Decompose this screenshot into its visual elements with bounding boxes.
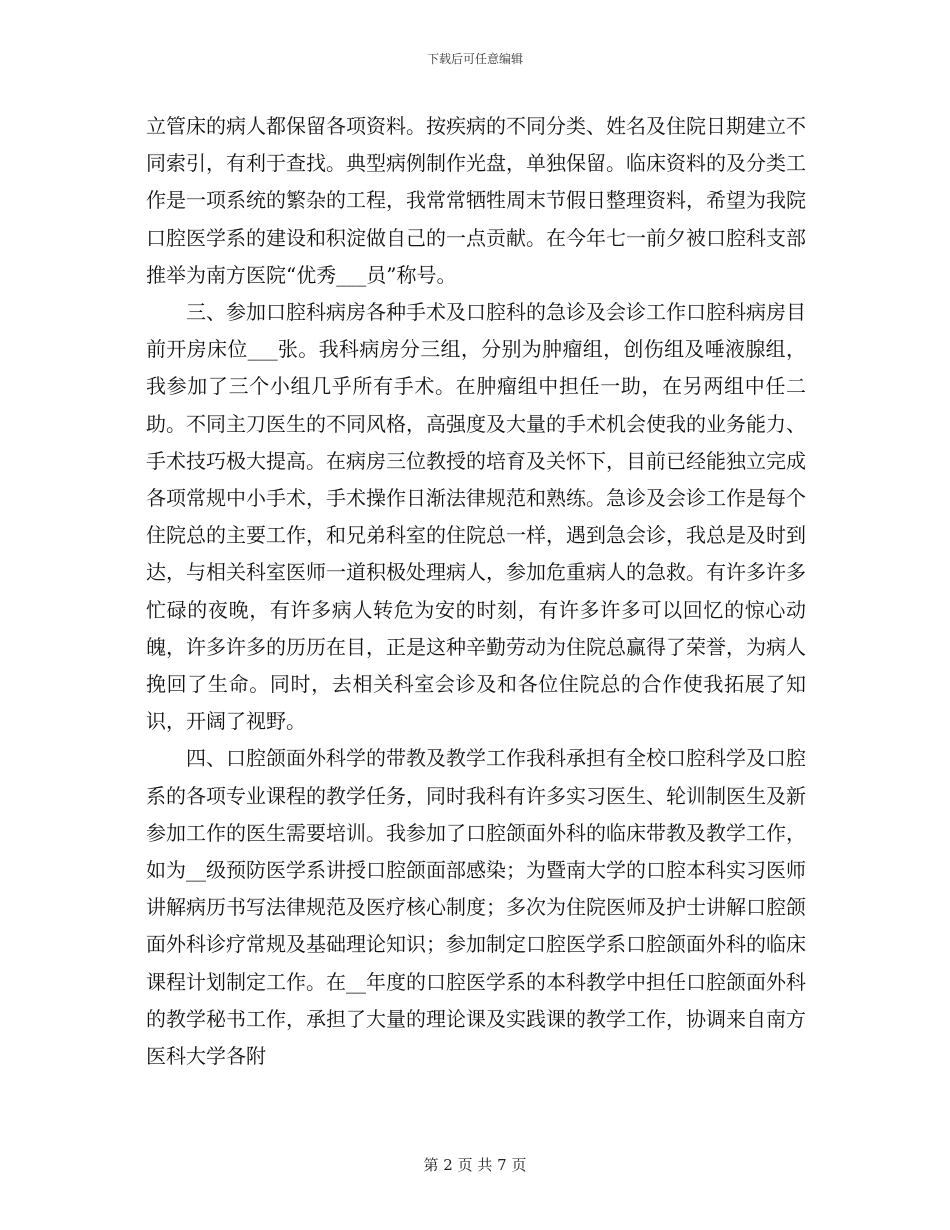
- paragraph-continued-records: 立管床的病人都保留各项资料。按疾病的不同分类、姓名及住院日期建立不同索引，有利于查找。典型病例制作光盘，单独保留。临床资料的及分类工作是一项系统的繁杂的工程，我常常牺牲周末节假日整理资料，希望为我院口腔医学系的建设和积淀做自己的一点贡献。在今年七一前夕被口腔科支部推举为南方医院“优秀___员”称号。: [146, 114, 806, 287]
- paragraph-teaching-work: 四、口腔颌面外科学的带教及教学工作我科承担有全校口腔科学及口腔系的各项专业课程的教学任务，同时我科有许多实习医生、轮训制医生及新参加工作的医生需要培训。我参加了口腔颌面外科的临床带教及教学工作，如为__级预防医学系讲授口腔颌面部感染；为暨南大学的口腔本科实习医师讲解病历书写法律规范及医疗核心制度；多次为住院医师及护士讲解口腔颌面外科诊疗常规及基础理论知识；参加制定口腔医学系口腔颌面外科的临床课程计划制定工作。在__年度的口腔医学系的本科教学中担任口腔颌面外科的教学秘书工作，承担了大量的理论课及实践课的教学工作，协调来自南方医科大学各附: [146, 746, 806, 1069]
- page-header-note: 下载后可任意编辑: [426, 52, 523, 66]
- document-body: [146, 108, 806, 1075]
- page-footer-number: 第 2 页 共 7 页: [423, 1156, 527, 1174]
- paragraph-surgery-emergency: 三、参加口腔科病房各种手术及口腔科的急诊及会诊工作口腔科病房目前开房床位___张。我科病房分三组，分别为肿瘤组，创伤组及唾液腺组，我参加了三个小组几乎所有手术。在肿瘤组中担任一助，在另两组中任二助。不同主刀医生的不同风格，高强度及大量的手术机会使我的业务能力、手术技巧极大提高。在病房三位教授的培育及关怀下，目前已经能独立完成各项常规中小手术，手术操作日渐法律规范和熟练。急诊及会诊工作是每个住院总的主要工作，和兄弟科室的住院总一样，遇到急会诊，我总是及时到达，与相关科室医师一道积极处理病人，参加危重病人的急救。有许多许多忙碌的夜晚，有许多病人转危为安的时刻，有许多许多可以回忆的惊心动魄，许多许多的历历在目，正是这种辛勤劳动为住院总赢得了荣誉，为病人挽回了生命。同时，去相关科室会诊及和各位住院总的合作使我拓展了知识，开阔了视野。: [146, 300, 806, 734]
